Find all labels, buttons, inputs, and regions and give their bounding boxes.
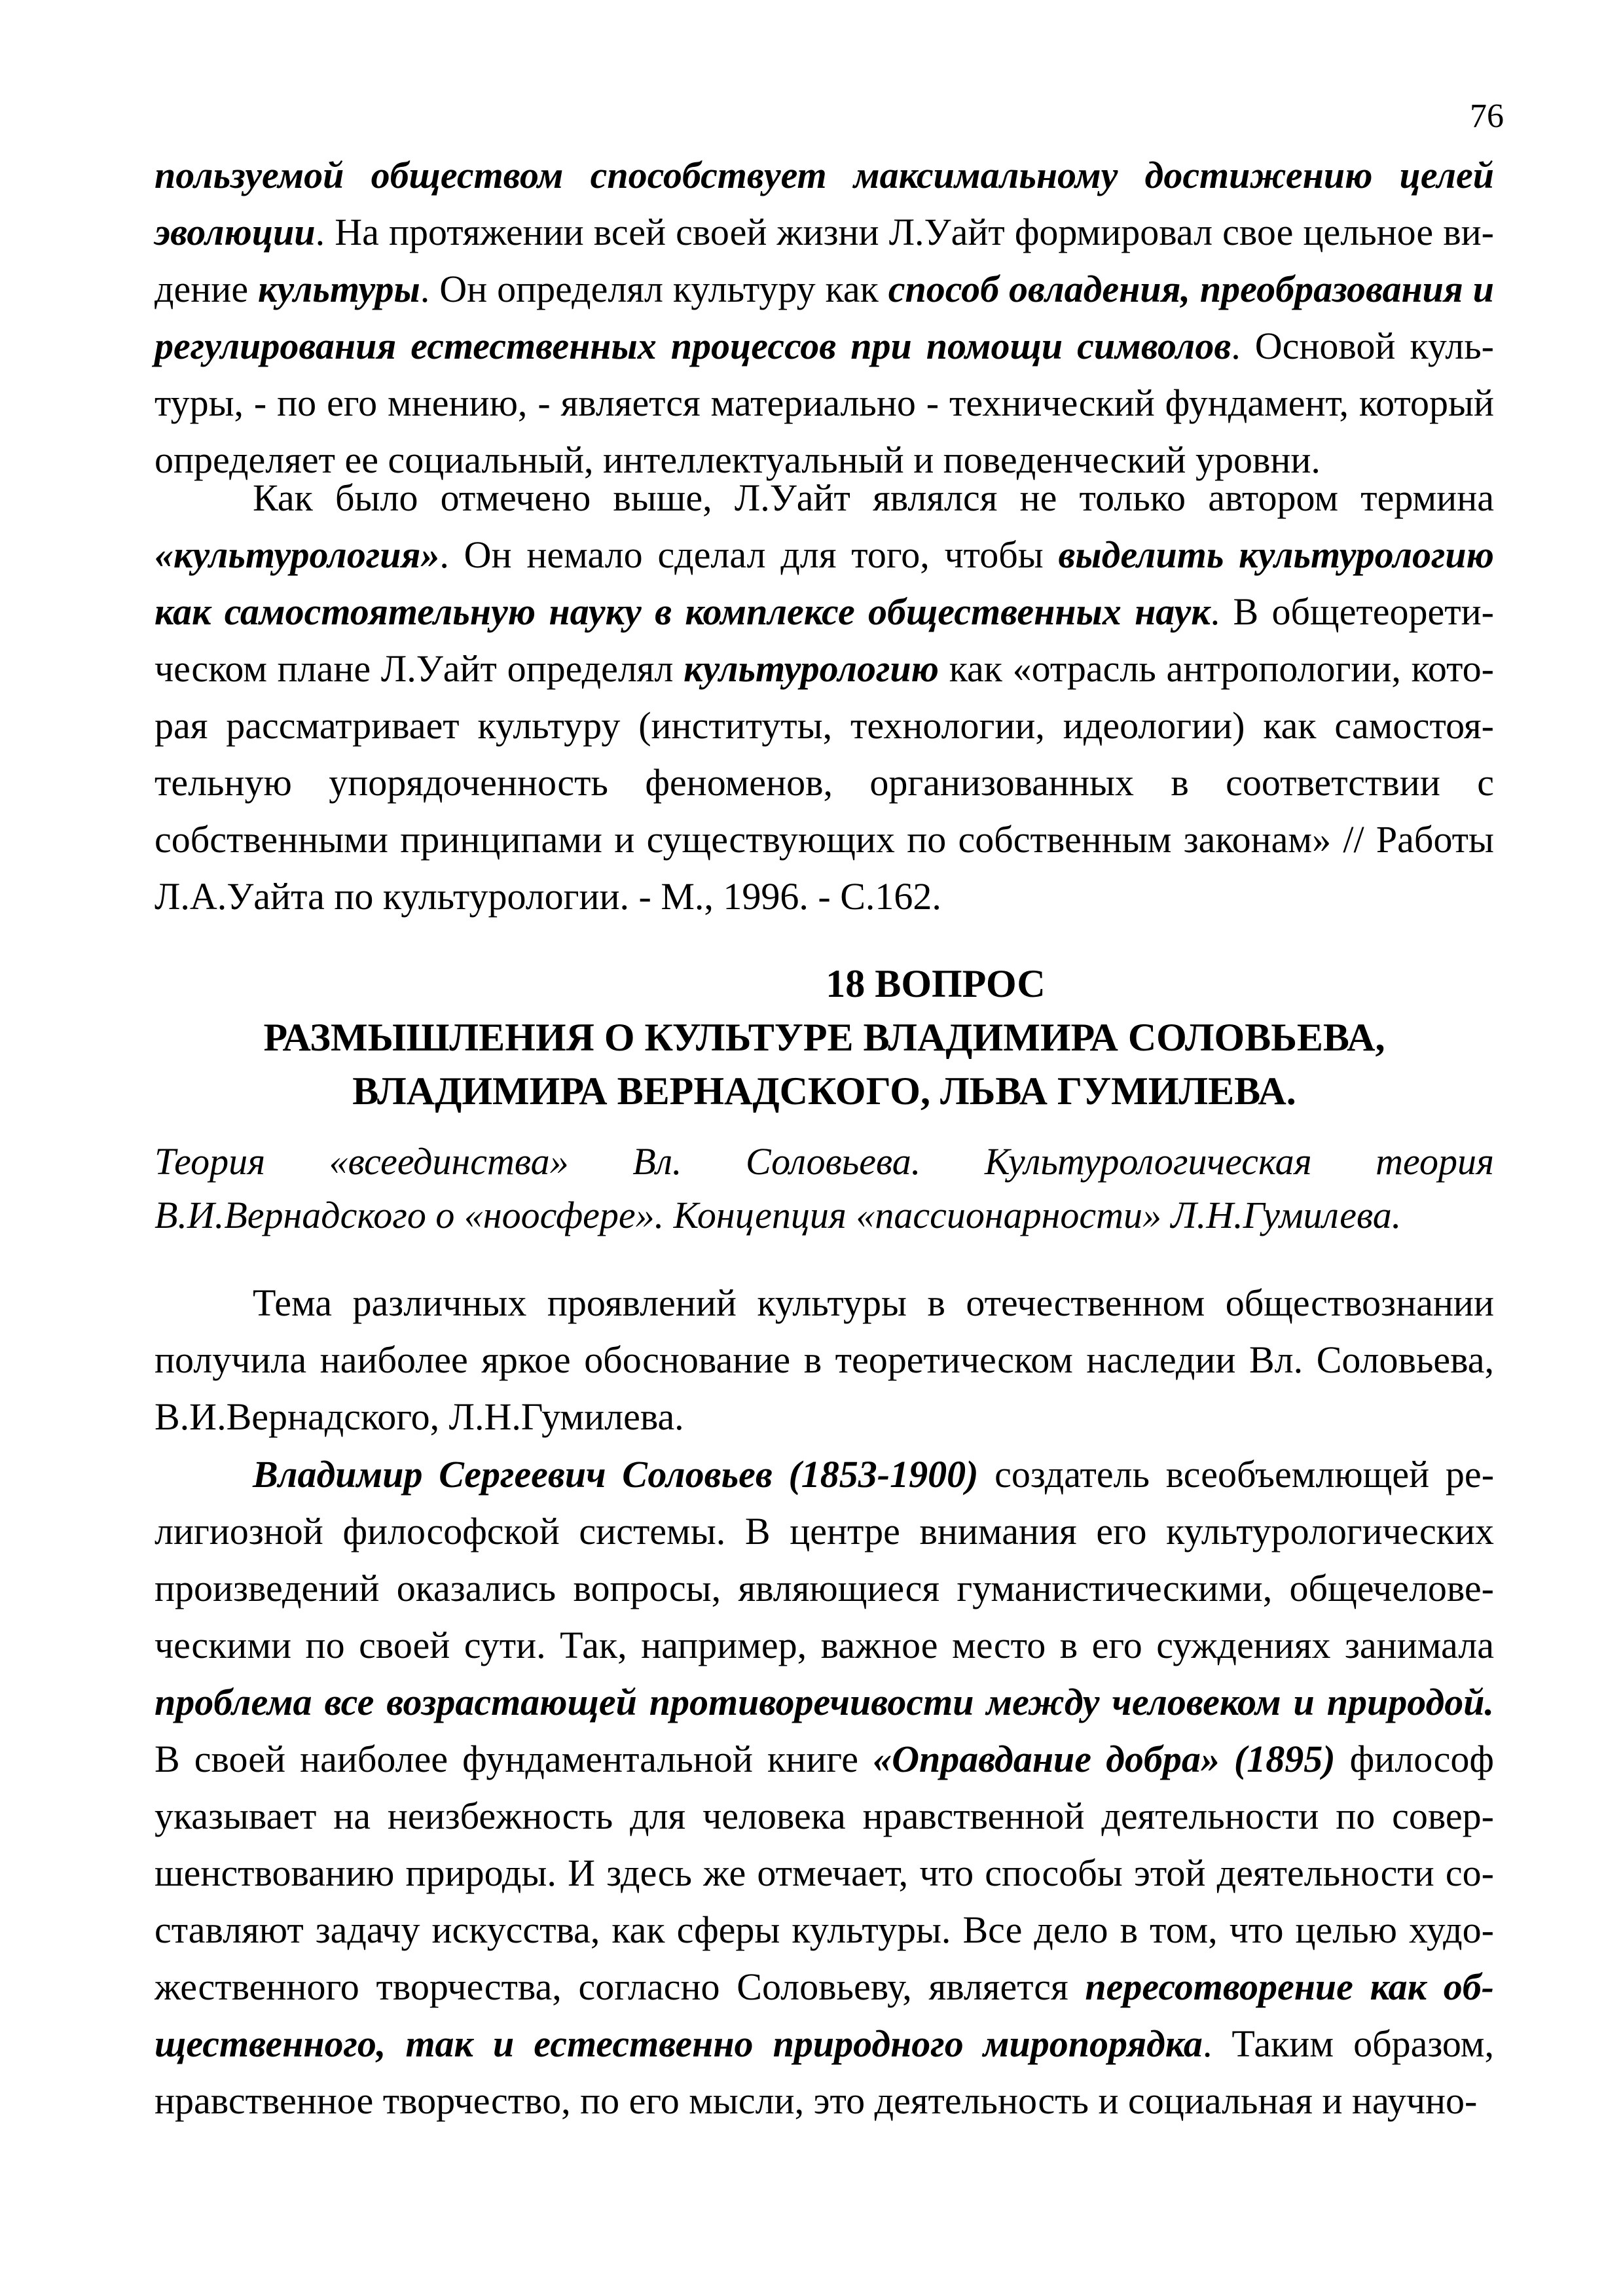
body-text: В своей наиболее фундаментальной книге <box>155 1738 873 1780</box>
body-text: . Он немало сделал для того, чтобы <box>439 533 1059 576</box>
body-text: Тема различных проявлений культуры в отечественном обществознании получила наиболее яркое обоснование в теоретическом наследии Вл. Соловьева, В.И.Вернадского, Л.Н.Гумилева. <box>155 1282 1494 1438</box>
emphasis-text: «Оправдание добра» (1895) <box>873 1738 1336 1780</box>
emphasis-text: выделить культурологию как самостоятельную науку в комплексе общественных наук <box>155 533 1495 633</box>
paragraph-soloviev <box>155 1446 1494 2129</box>
paragraph-white-culture-definition <box>155 147 1494 488</box>
body-text: . Таким образом, нравственное творчество, по его мысли, это деятельность и социальная и научно- <box>155 2022 1494 2122</box>
body-text: как «отрасль антропологии, которая рассматривает культуру (институты, технологии, идеологии) как самостоятельную упорядоченность феноменов, организованных в соответствии с собственными принципами и существующих по собственным законам» // Работы Л.А.Уайта по культурологии. - М., 1996. - С.162. <box>155 647 1494 918</box>
paragraph-intro <box>155 1274 1494 1445</box>
section-topics: Теория «всеединства» Вл. Соловьева. Культурологическая теория В.И.Вернадского о «ноосфере». Концепция «пассионарности» Л.Н.Гумилева. <box>155 1140 1494 1236</box>
body-text: философ указывает на неизбежность для человека нравственной деятельности по совершенствованию природы. И здесь же отмечает, что способы этой деятельности составляют задачу искусства, как сферы культуры. Все дело в том, что целью художественного творчества, согласно Соловьеву, является <box>155 1738 1494 2008</box>
section-number: 18 ВОПРОС <box>826 962 1046 1005</box>
page-number: 76 <box>1470 98 1504 135</box>
body-text: . Он определял культуру как <box>420 268 888 310</box>
section-heading <box>155 957 1494 1118</box>
body-text: . На протяжении всей своей жизни Л.Уайт формировал свое цельное видение <box>155 211 1494 310</box>
section-title-line-2: ВЛАДИМИРА ВЕРНАДСКОГО, ЛЬВА ГУМИЛЕВА. <box>352 1069 1296 1113</box>
emphasis-text: «культурология» <box>155 533 440 576</box>
emphasis-text: проблема все возрастающей противоречивости между человеком и природой. <box>155 1681 1494 1723</box>
emphasis-text: пользуемой обществом способствует максимальному достижению целей эволюции <box>155 154 1494 253</box>
emphasis-text: пересотворение как общественного, так и естественно природного миропорядка <box>155 1965 1494 2065</box>
body-text: . В общетеоретическом плане Л.Уайт определял <box>155 590 1494 690</box>
body-text: создатель всеобъемлющей религиозной философской системы. В центре внимания его культурологических произведений оказались вопросы, являющиеся гуманистическими, общечеловеческими по своей сути. Так, например, важное место в его суждениях занимала <box>155 1453 1495 1666</box>
paragraph-culturology-term <box>155 469 1494 925</box>
emphasis-text: культуры <box>258 268 420 310</box>
emphasis-text: культурологию <box>684 647 939 690</box>
emphasis-text: способ овладения, преобразования и регулирования естественных процессов при помощи символов <box>155 268 1495 367</box>
emphasis-text: Владимир Сергеевич Соловьев (1853-1900) <box>253 1453 979 1496</box>
body-text: Как было отмечено выше, Л.Уайт являлся не только автором термина <box>253 476 1494 519</box>
body-text: . Основой культуры, - по его мнению, - является материально - технический фундамент, который определяет ее социальный, интеллектуальный и поведенческий уровни. <box>155 325 1494 481</box>
section-title-line-1: РАЗМЫШЛЕНИЯ О КУЛЬТУРЕ ВЛАДИМИРА СОЛОВЬЕВА, <box>263 1016 1385 1059</box>
